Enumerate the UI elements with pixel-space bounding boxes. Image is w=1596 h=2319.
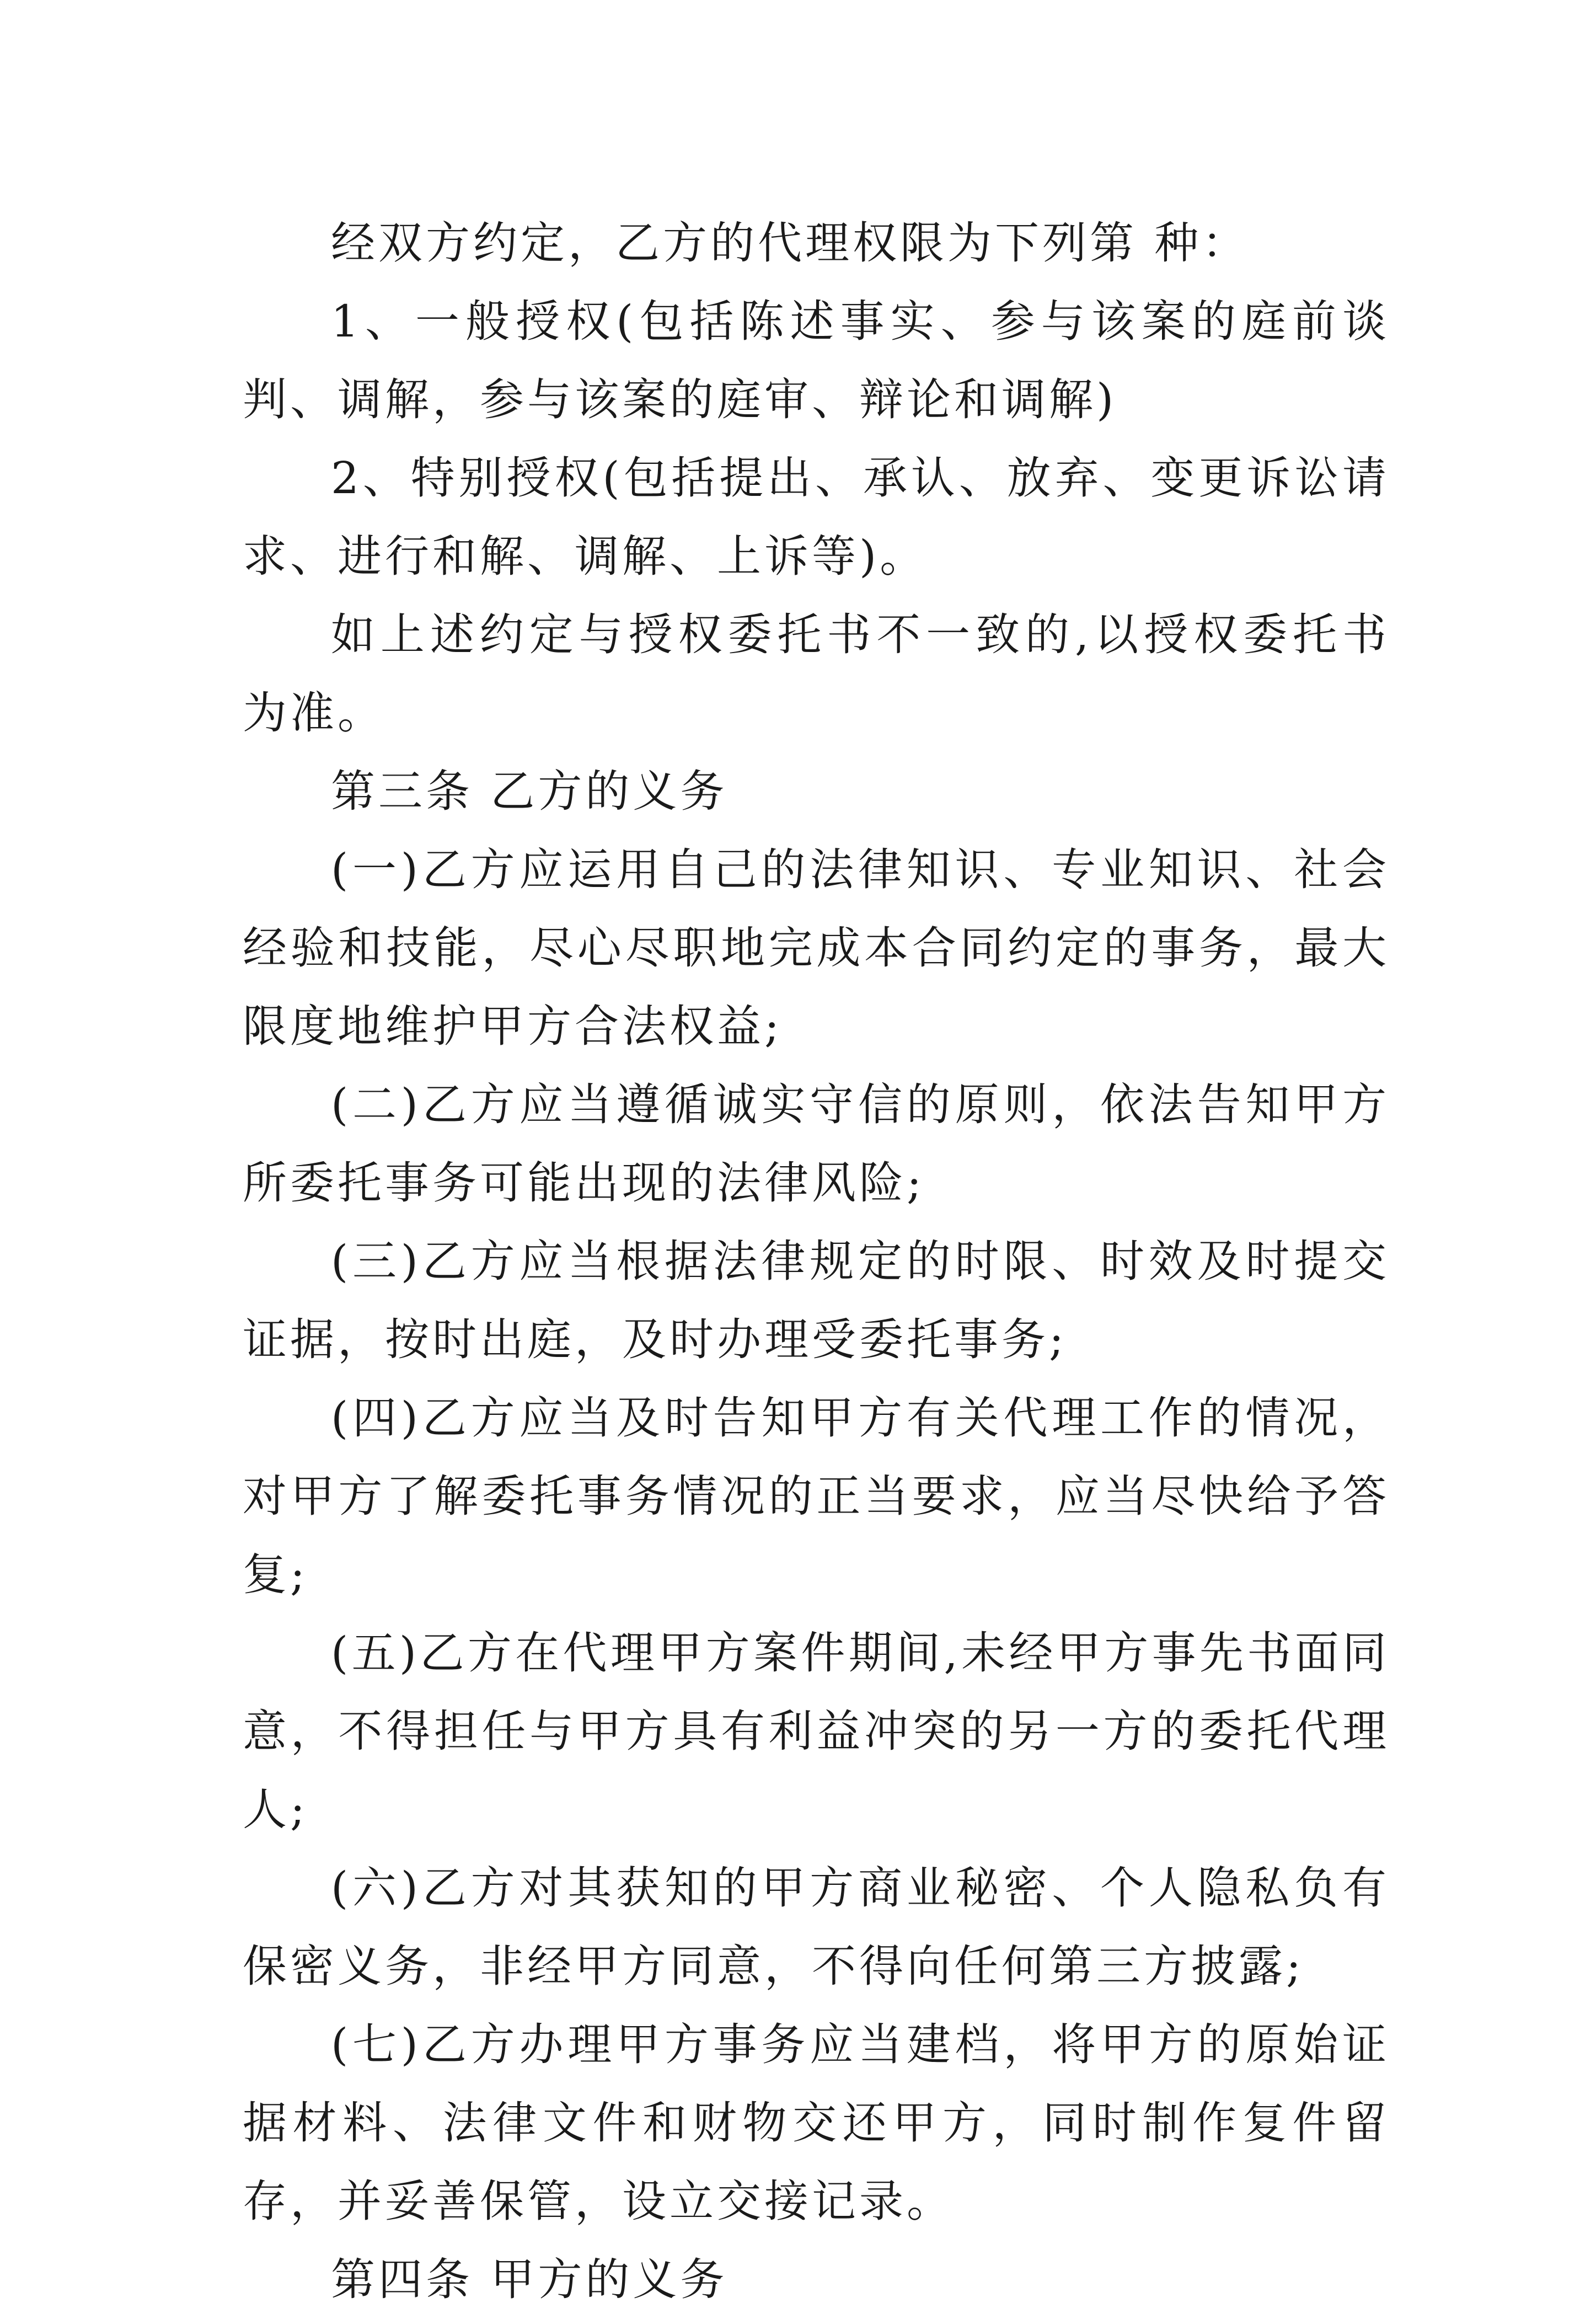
paragraph-precedence-note: 如上述约定与授权委托书不一致的,以授权委托书为准。 xyxy=(243,609,1390,739)
paragraph-general-authorization: 1、一般授权(包括陈述事实、参与该案的庭前谈判、调解，参与该案的庭审、辩论和调解) xyxy=(243,296,1390,425)
paragraph-duty-3: (三)乙方应当根据法律规定的时限、时效及时提交证据，按时出庭，及时办理受委托事务; xyxy=(243,1236,1390,1365)
paragraph-duty-1: (一)乙方应运用自己的法律知识、专业知识、社会经验和技能，尽心尽职地完成本合同约定的事务，最大限度地维护甲方合法权益; xyxy=(243,844,1390,1052)
paragraph-agency-scope: 经双方约定，乙方的代理权限为下列第 种： xyxy=(331,217,1250,269)
paragraph-duty-5: (五)乙方在代理甲方案件期间,未经甲方事先书面同意，不得担任与甲方具有利益冲突的另一方的委托代理人; xyxy=(243,1627,1390,1835)
paragraph-special-authorization: 2、特别授权(包括提出、承认、放弃、变更诉讼请求、进行和解、调解、上诉等)。 xyxy=(243,452,1390,582)
paragraph-duty-6: (六)乙方对其获知的甲方商业秘密、个人隐私负有保密义务，非经甲方同意，不得向任何第三方披露; xyxy=(243,1862,1390,1992)
document-body xyxy=(243,204,1390,2319)
section-heading-article-3: 第三条 乙方的义务 xyxy=(331,766,728,817)
paragraph-duty-7: (七)乙方办理甲方事务应当建档，将甲方的原始证据材料、法律文件和财物交还甲方，同时制作复件留存，并妥善保管，设立交接记录。 xyxy=(243,2019,1390,2227)
paragraph-duty-4: (四)乙方应当及时告知甲方有关代理工作的情况，对甲方了解委托事务情况的正当要求，应当尽快给予答复; xyxy=(243,1392,1390,1600)
section-heading-article-4: 第四条 甲方的义务 xyxy=(331,2254,728,2305)
paragraph-duty-2: (二)乙方应当遵循诚实守信的原则，依法告知甲方所委托事务可能出现的法律风险; xyxy=(243,1079,1390,1209)
